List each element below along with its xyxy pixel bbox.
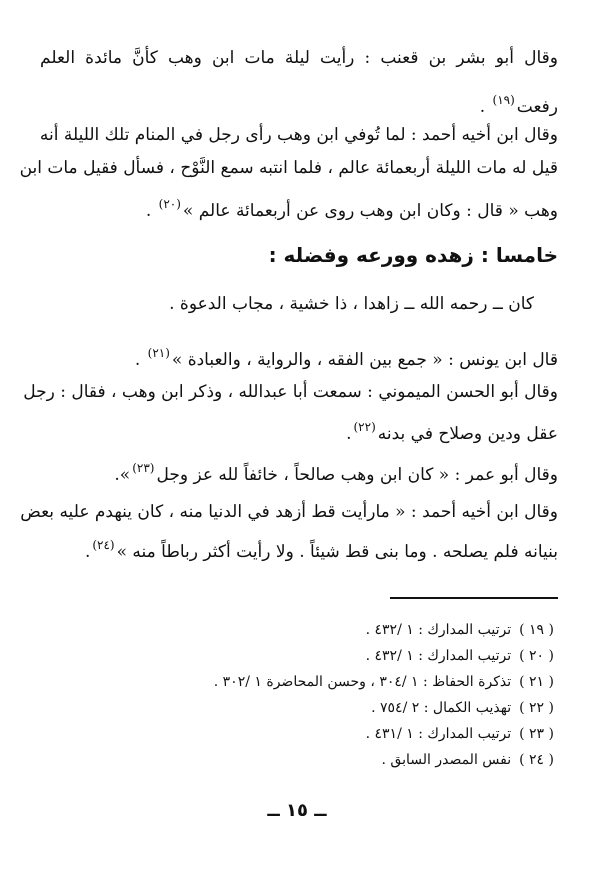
footnote-text: ترتيب المدارك : ١ /٤٣٢ . (365, 622, 512, 638)
section-line-5: وقال أبو عمر : « كان ابن وهب صالحاً ، خائفاً لله عز وجل$^{(٢٣)}$». (114, 461, 558, 485)
page-number: ــ ١٥ ــ (267, 800, 327, 821)
section-line-2: قال ابن يونس : « جمع بين الفقه ، والرواية ، والعبادة »$^{(٢١)}$ . (134, 346, 558, 370)
section-line-3: وقال أبو الحسن الميموني : سمعت أبا عبدالله ، وذكر ابن وهب ، فقال : رجل (23, 382, 558, 402)
footnote-20 (366, 646, 554, 666)
footnote-text: ترتيب المدارك : ١ /٤٣١ . (365, 726, 512, 742)
footnote-number: ( ٢٢ ) (519, 700, 554, 716)
section-heading: خامسا : زهده وورعه وفضله : (268, 243, 558, 267)
section-line-6: وقال ابن أخيه أحمد : « مارأيت قط أزهد في الدنيا منه ، كان ينهدم عليه بعض (20, 502, 558, 522)
paragraph-2-line-2: قيل له مات الليلة أربعمائة عالم ، فلما انتبه سمع النَّوْح ، فسأل فقيل مات ابن (19, 158, 558, 178)
paragraph-2-line-1: وقال ابن أخيه أحمد : لما تُوفي ابن وهب رأى رجل في المنام تلك الليلة أنه (39, 125, 558, 145)
footnote-number: ( ٢٠ ) (519, 648, 554, 664)
footnote-text: تهذيب الكمال : ٢ /٧٥٤ . (371, 700, 512, 716)
footnote-text: نفس المصدر السابق . (381, 752, 512, 768)
footnote-number: ( ١٩ ) (519, 622, 554, 638)
footnote-separator (390, 597, 558, 599)
footnote-ref-24: (٢٤) (92, 538, 115, 552)
footnote-number: ( ٢١ ) (519, 674, 554, 690)
footnote-text: تذكرة الحفاظ : ١ /٣٠٤ ، وحسن المحاضرة ١ /٣٠٢ . (213, 674, 512, 690)
footnote-ref-21: (٢١) (147, 346, 170, 360)
footnote-24 (382, 750, 555, 770)
footnote-22 (371, 698, 554, 718)
paragraph-1-line-1: وقال أبو بشر بن قعنب : رأيت ليلة مات ابن وهب كأنَّ مائدة العلم (40, 48, 558, 68)
footnote-ref-20: (٢٠) (158, 197, 181, 211)
footnote-ref-23: (٢٣) (132, 461, 155, 475)
paragraph-1-line-2: رفعت$^{(١٩)}$ . (479, 93, 558, 117)
footnote-19 (366, 620, 554, 640)
footnote-text: ترتيب المدارك : ١ /٤٣٢ . (365, 648, 512, 664)
footnote-23 (366, 724, 554, 744)
section-line-7: بنيانه فلم يصلحه . وما بنى قط شيئاً . ولا رأيت أكثر رباطاً منه »$^{(٢٤)}$. (84, 538, 558, 562)
footnote-number: ( ٢٤ ) (519, 752, 554, 768)
paragraph-2-line-3: وهب « قال : وكان ابن وهب روى عن أربعمائة عالم »$^{(٢٠)}$ . (145, 197, 558, 221)
footnote-ref-19: (١٩) (492, 93, 515, 107)
footnote-ref-22: (٢٢) (353, 420, 376, 434)
section-line-4: عقل ودين وصلاح في بدنه$^{(٢٢)}$. (346, 420, 558, 444)
footnote-21 (214, 672, 554, 692)
section-line-1: كان ــ رحمه الله ــ زاهدا ، ذا خشية ، مجاب الدعوة . (169, 294, 534, 314)
footnote-number: ( ٢٣ ) (519, 726, 554, 742)
